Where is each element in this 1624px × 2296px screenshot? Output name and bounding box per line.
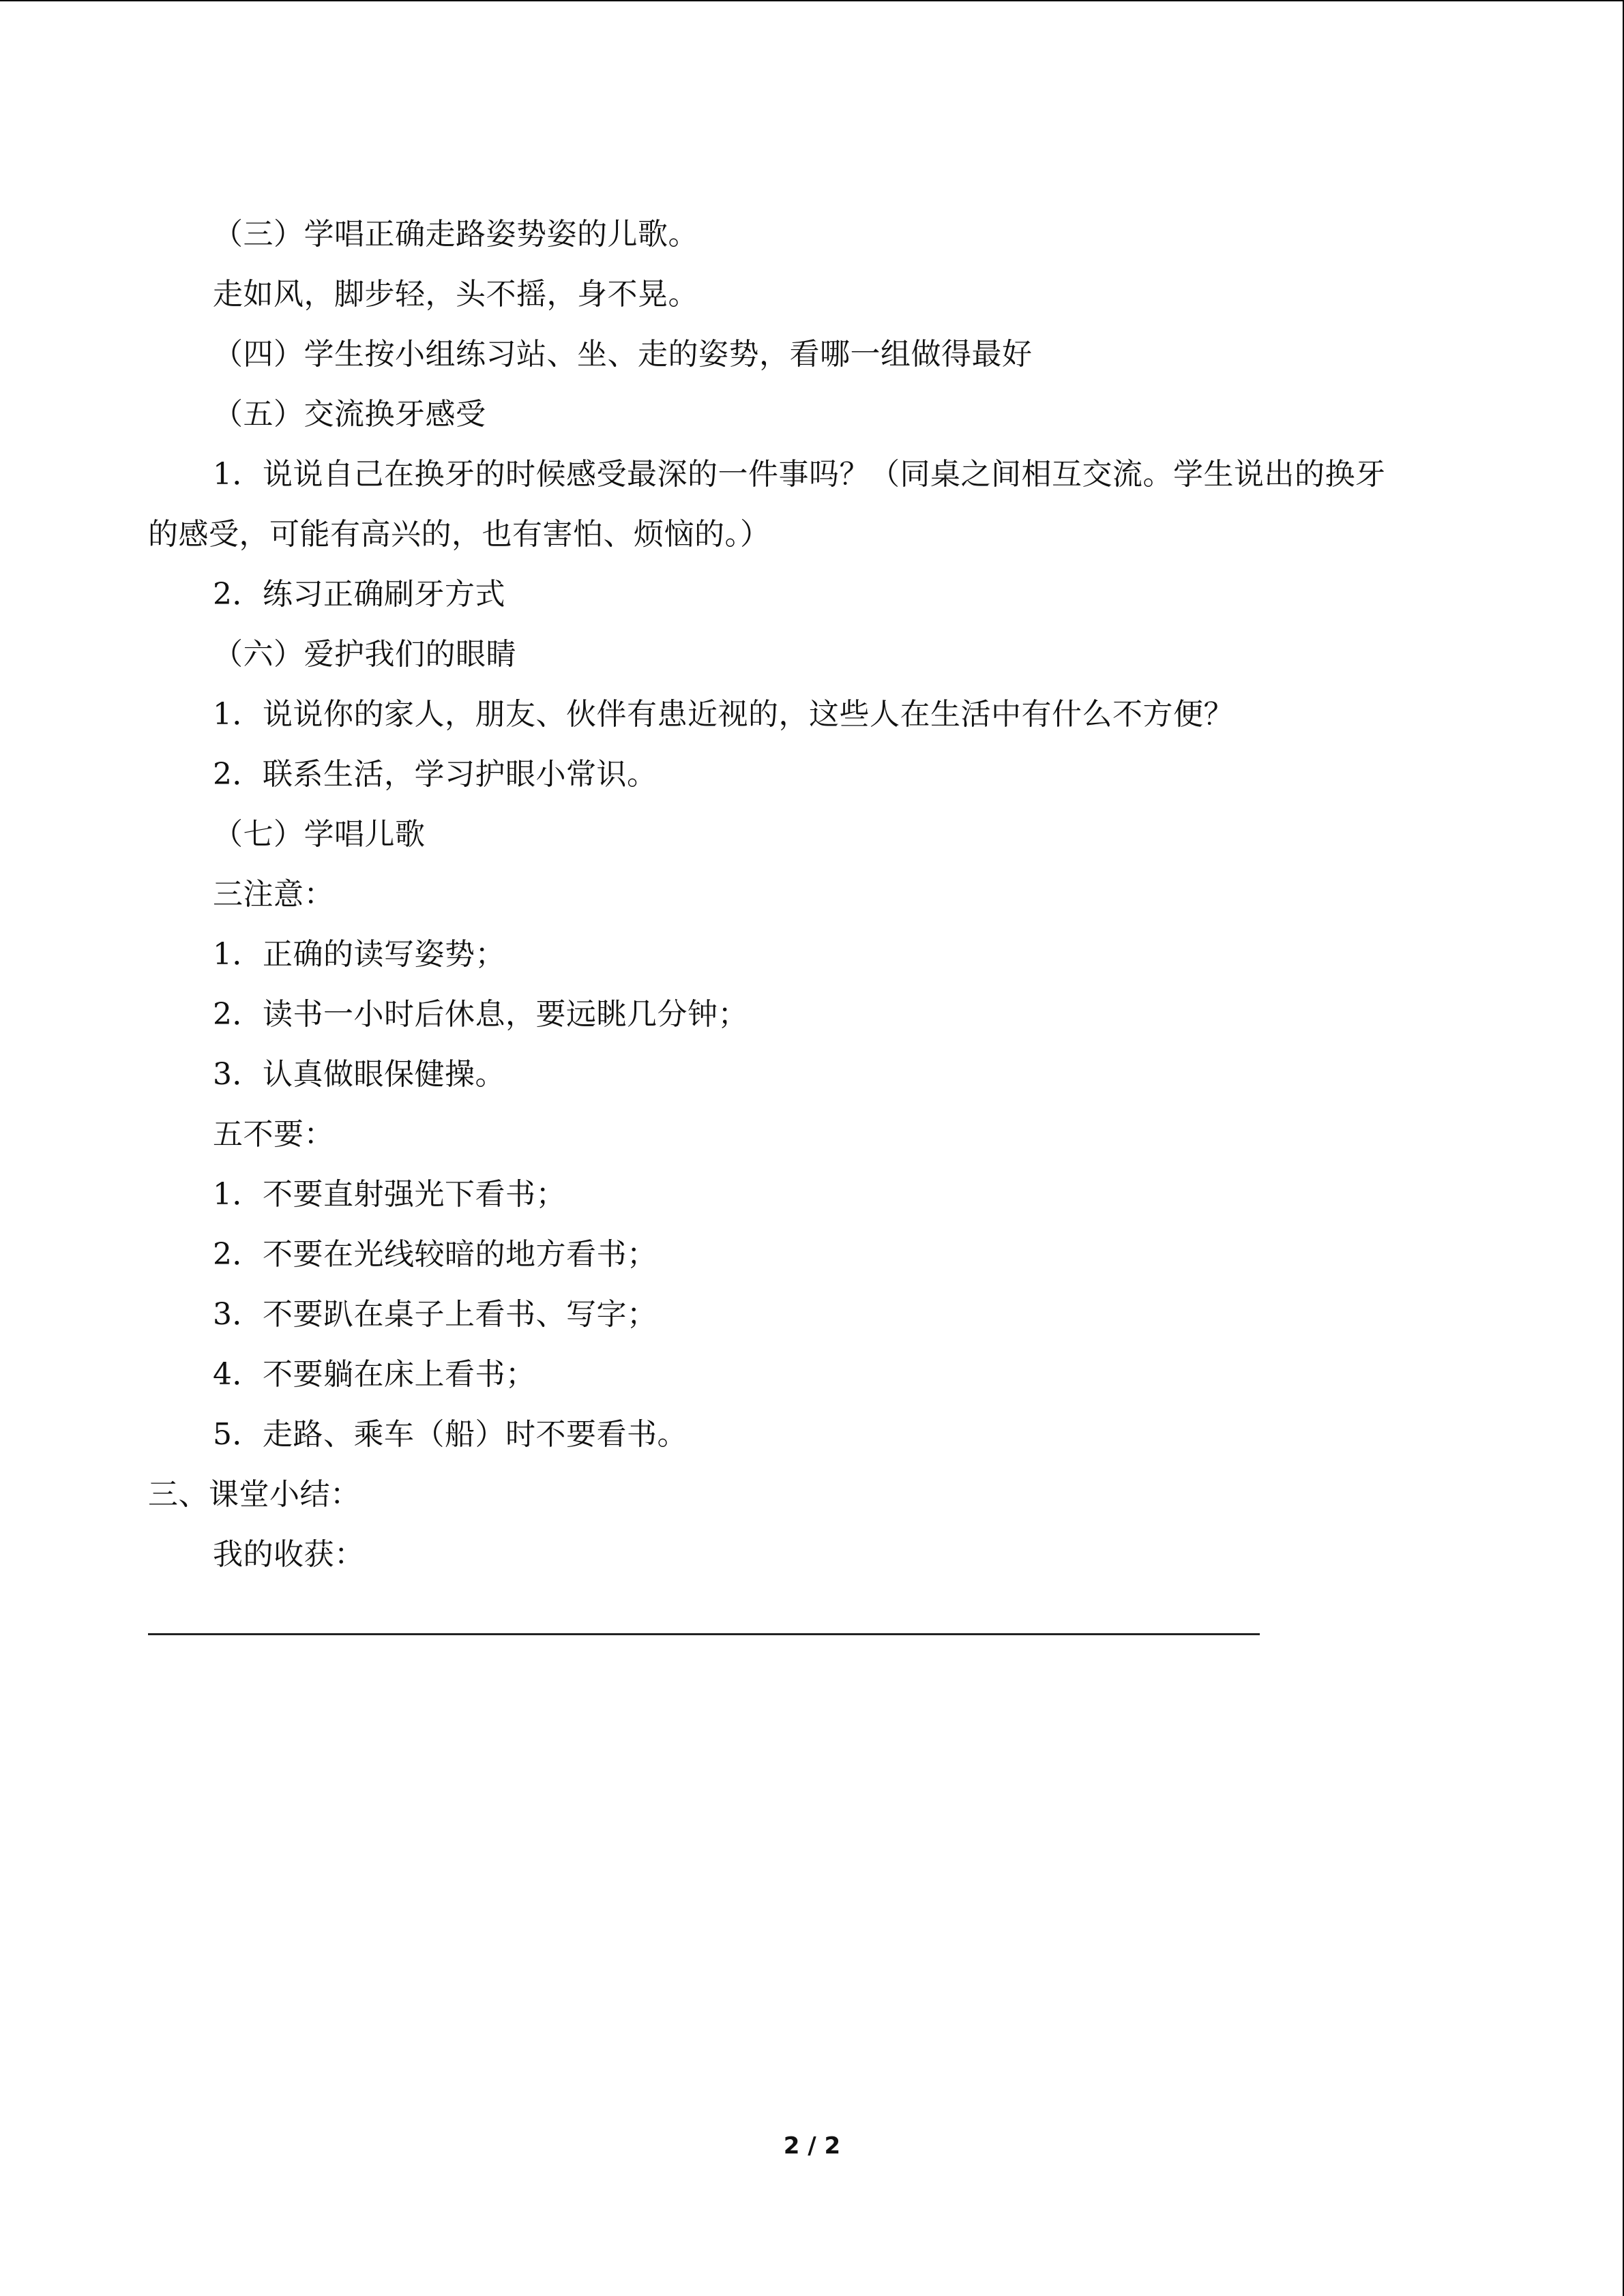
answer-line (148, 1633, 1260, 1635)
section-5-item-1-cont: 的感受，可能有高兴的，也有害怕、烦恼的。） (148, 517, 771, 552)
five-donts-item-2: 2．不要在光线较暗的地方看书； (213, 1237, 658, 1272)
section-3-heading: （三）学唱正确走路姿势姿的儿歌。 (213, 217, 698, 252)
five-donts-item-3: 3．不要趴在桌子上看书、写字； (213, 1297, 658, 1332)
three-notes-item-3: 3．认真做眼保健操。 (213, 1057, 505, 1092)
five-donts-item-1: 1．不要直射强光下看书； (213, 1177, 566, 1212)
section-5-item-1: 1．说说自己在换牙的时候感受最深的一件事吗？（同桌之间相互交流。学生说出的换牙 (213, 457, 1386, 492)
three-notes-item-1: 1．正确的读写姿势； (213, 937, 505, 972)
class-summary-heading: 三、课堂小结： (148, 1477, 361, 1512)
section-6-heading: （六）爱护我们的眼睛 (213, 637, 516, 672)
section-7-heading: （七）学唱儿歌 (213, 817, 426, 852)
five-donts-item-5: 5．走路、乘车（船）时不要看书。 (213, 1417, 688, 1452)
section-6-item-2: 2．联系生活，学习护眼小常识。 (213, 757, 658, 792)
rhyme-walking: 走如风，脚步轻，头不摇，身不晃。 (213, 277, 698, 312)
three-notes-heading: 三注意： (213, 877, 334, 912)
section-4-heading: （四）学生按小组练习站、坐、走的姿势，看哪一组做得最好 (213, 337, 1033, 372)
five-donts-item-4: 4．不要躺在床上看书； (213, 1357, 536, 1392)
section-5-item-2: 2．练习正确刷牙方式 (213, 577, 505, 612)
page-number: 2 / 2 (783, 2132, 841, 2160)
my-gains-label: 我的收获： (213, 1537, 365, 1572)
three-notes-item-2: 2．读书一小时后休息，要远眺几分钟； (213, 997, 748, 1032)
section-6-item-1: 1．说说你的家人，朋友、伙伴有患近视的，这些人在生活中有什么不方便？ (213, 697, 1234, 732)
section-5-heading: （五）交流换牙感受 (213, 397, 486, 432)
five-donts-heading: 五不要： (213, 1117, 334, 1152)
